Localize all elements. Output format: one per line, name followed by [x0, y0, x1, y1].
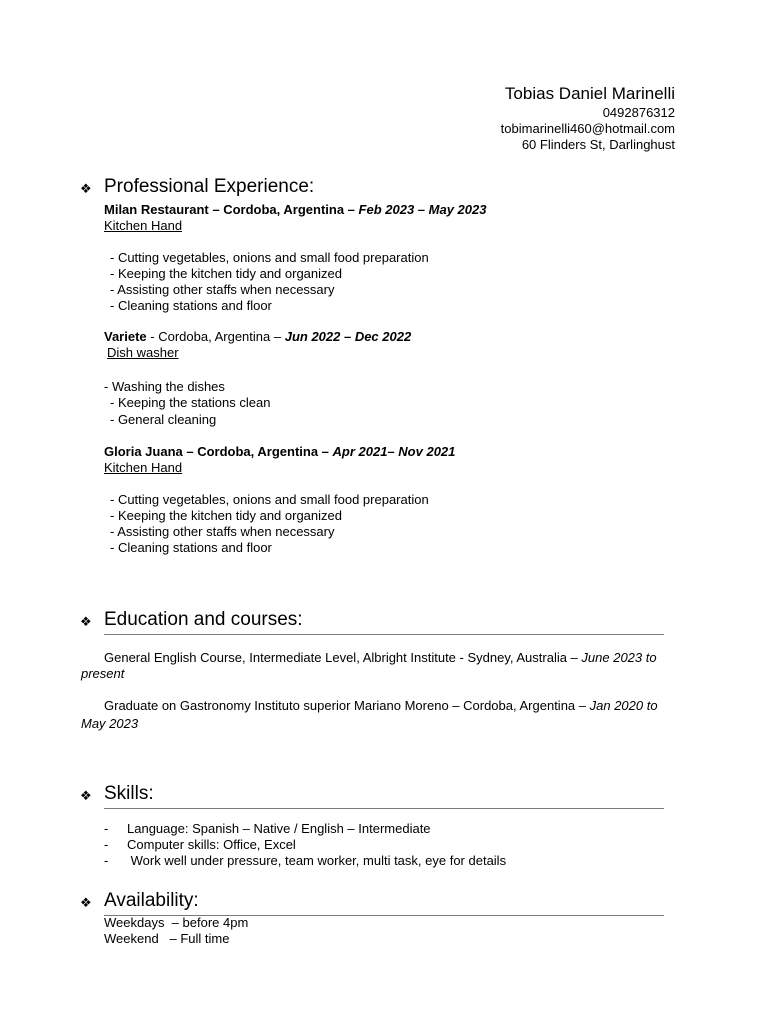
job-3-dates: Apr 2021– Nov 2021: [332, 444, 456, 459]
job-1-duty: - Keeping the kitchen tidy and organized: [110, 266, 342, 281]
phone-number: 0492876312: [602, 105, 675, 120]
job-2-employer: Variete: [104, 329, 147, 344]
education-item-1-text: General English Course, Intermediate Level, Albright Institute - Sydney, Australia –: [104, 650, 578, 665]
job-1-duty: - Cutting vegetables, onions and small food preparation: [110, 250, 429, 265]
education-item-2-dates-cont: May 2023: [81, 716, 139, 731]
job-3-duty: - Assisting other staffs when necessary: [110, 524, 335, 539]
diamond-bullet-icon: ❖: [80, 895, 92, 910]
job-3-duty: - Keeping the kitchen tidy and organized: [110, 508, 342, 523]
education-heading: [80, 609, 664, 635]
availability-weekdays: Weekdays – before 4pm: [104, 915, 249, 930]
job-2-duty: - Washing the dishes: [104, 379, 225, 394]
job-3-duty: - Cleaning stations and floor: [110, 540, 272, 555]
skill-item-3: Work well under pressure, team worker, multi task, eye for details: [127, 853, 507, 868]
skills-heading: [80, 783, 664, 809]
job-1-duty: - Cleaning stations and floor: [110, 298, 272, 313]
skill-item-3-dash: -: [104, 853, 109, 868]
diamond-bullet-icon: ❖: [80, 181, 92, 196]
job-1-dates: Feb 2023 – May 2023: [358, 202, 487, 217]
contact-block: [501, 84, 675, 153]
job-1-employer: Milan Restaurant – Cordoba, Argentina –: [104, 202, 355, 217]
job-3-employer: Gloria Juana – Cordoba, Argentina –: [104, 444, 329, 459]
skills-title: Skills:: [104, 783, 154, 804]
education-item-2-text: Graduate on Gastronomy Instituto superior Mariano Moreno – Cordoba, Argentina –: [104, 698, 586, 713]
skill-item-1: Language: Spanish – Native / English – Intermediate: [127, 821, 431, 836]
education-item-2: [104, 698, 658, 714]
job-2-duty: - General cleaning: [110, 412, 217, 427]
availability-title: Availability:: [104, 890, 199, 911]
diamond-bullet-icon: ❖: [80, 614, 92, 629]
email-address: tobimarinelli460@hotmail.com: [500, 121, 675, 136]
experience-heading: [80, 176, 664, 202]
education-item-1: [104, 650, 657, 666]
job-2-dates: Jun 2022 – Dec 2022: [284, 329, 412, 344]
diamond-bullet-icon: ❖: [80, 788, 92, 803]
skill-item-1-dash: -: [104, 821, 109, 836]
job-1-duty: - Assisting other staffs when necessary: [110, 282, 335, 297]
experience-title: Professional Experience:: [104, 176, 315, 197]
education-item-2-dates: Jan 2020 to: [589, 698, 658, 713]
job-2-header: [104, 329, 411, 345]
job-3-header: [104, 444, 455, 460]
job-3-role: Kitchen Hand: [104, 460, 183, 475]
skill-item-2: Computer skills: Office, Excel: [127, 837, 296, 852]
skill-item-2-dash: -: [104, 837, 109, 852]
job-2-location: - Cordoba, Argentina –: [150, 329, 282, 344]
candidate-name: Tobias Daniel Marinelli: [504, 84, 675, 103]
job-1-header: [104, 202, 486, 218]
education-item-1-dates-cont: present: [81, 666, 125, 681]
availability-weekend: Weekend – Full time: [104, 931, 230, 946]
availability-heading: [80, 890, 664, 916]
education-item-1-dates: June 2023 to: [581, 650, 657, 665]
education-title: Education and courses:: [104, 609, 303, 630]
job-2-role: Dish washer: [107, 345, 179, 360]
job-1-role: Kitchen Hand: [104, 218, 183, 233]
street-address: 60 Flinders St, Darlinghust: [521, 137, 675, 152]
job-2-duty: - Keeping the stations clean: [110, 395, 271, 410]
job-3-duty: - Cutting vegetables, onions and small food preparation: [110, 492, 429, 507]
